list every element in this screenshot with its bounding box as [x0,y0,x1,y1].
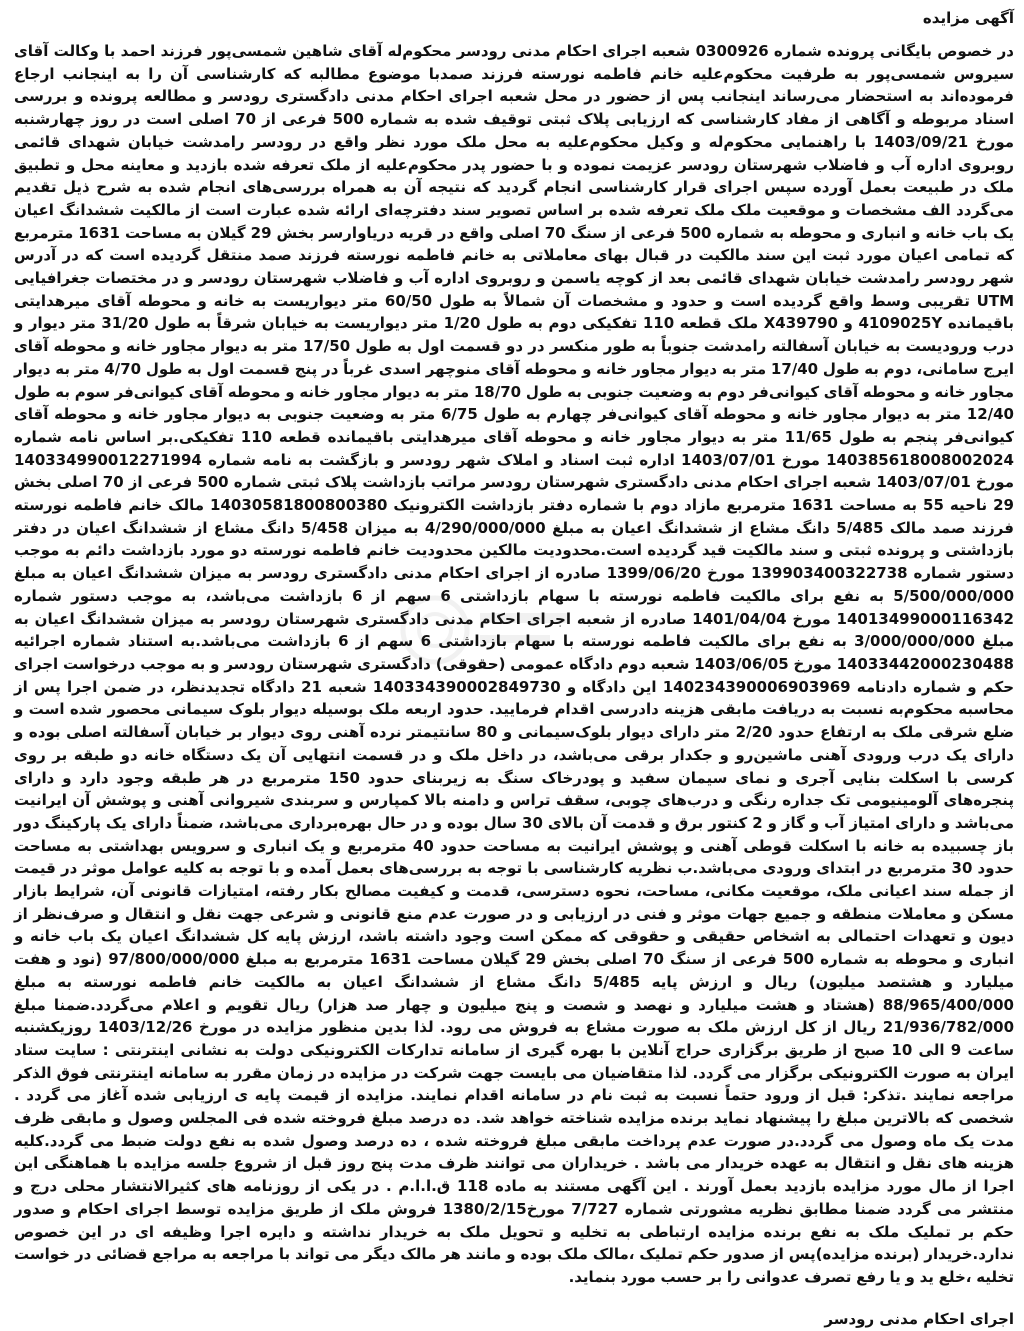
notice-title: آگهی مزایده [922,9,1014,27]
notice-body [14,40,1014,1289]
notice-signature: اجرای احکام مدنی رودسر [824,1309,1014,1328]
notice-paragraph: در خصوص بایگانی پرونده شماره 0300926 شعبه اجرای احکام مدنی رودسر محکوم‌له آقای شاهین شمسی‌پور فرزند احمد با وکالت آقای سیروس شمسی‌پور به طرفیت محکوم‌علیه خانم فاطمه نورسته فرزند صمد‌با موضوع مطالبه که کارشناسی آن را به اینجانب ارجاع فرموده‌اند به استحضار می‌رساند اینجانب پس از حضور در محل شعبه اجرای احکام مدنی دادگستری رودسر و مطالعه پرونده و بررسی اسناد مربوطه و آگاهی از مفاد کارشناسی که ارزیابی پلاک ثبتی توقیف شده به شماره 500 فرعی از 70 اصلی است در روز چهارشنبه مورخ 1403/09/21 با راهنمایی محکوم‌له و وکیل محکوم‌علیه به محل ملک مورد نظر واقع در رودسر رامدشت خیابان شهدای قائمی روبروی اداره آب و فاضلاب شهرستان رودسر عزیمت نموده و با حضور پدر محکوم‌علیه از ملک تعرفه شده بازدید و معاینه محل و تطبیق ملک در طبیعت بعمل آورده سپس اجرای قرار کارشناسی انجام گردید که نتیجه آن به همراه بررسی‌های انجام شده به شرح ذیل تقدیم می‌گردد الف مشخصات و موقعیت ملک ملک تعرفه شده بر اساس تصویر سند دفترچه‌ای ارائه شده عبارت است از مالکیت ششدانگ اعیان یک باب خانه و انباری و محوطه به شماره 500 فرعی از سنگ 70 اصلی واقع در قریه دریاوارسر بخش 29 گیلان به مساحت 1631 مترمربع که تمامی اعیان مورد ثبت این سند مالکیت در قبال بهای معاملاتی به خانم فاطمه نورسته فرزند صمد منتقل گردیده است که در آدرس شهر رودسر رامدشت خیابان شهدای قائمی بعد از کوچه یاسمن و روبروی اداره آب و فاضلاب شهرستان رودسر و در مختصات جغرافیایی UTM تقریبی وسط واقع گردیده است و حدود و مشخصات آن شمالاً به طول 60/50 متر دیواریست به خانه و محوطه آقای میرهدایتی باقیمانده 4109025Y و X439790 ملک قطعه 110 تفکیکی دوم به طول 1/20 متر دیواریست به خیابان شرقاً به طول 31/20 متر دیوار و درب ورودیست به خیابان آسفالته رامدشت جنوباً به طور منکسر در دو قسمت اول به طول 17/50 متر به دیوار مجاور خانه و محوطه آقای ایرج سامانی، دوم به طول 17/40 متر به دیوار مجاور خانه و محوطه آقای منوچهر اسدی غرباً در پنج قسمت اول به طول 4/70 متر به دیوار مجاور خانه و محوطه آقای کیوانی‌فر دوم به وضعیت جنوبی به طول 18/70 متر به دیوار مجاور خانه و محوطه آقای کیوانی‌فر سوم به طول 12/40 متر به دیوار مجاور خانه و محوطه آقای کیوانی‌فر چهارم به طول 6/75 متر به وضعیت جنوبی به دیوار مجاور خانه و محوطه آقای کیوانی‌فر پنجم به طول 11/65 متر به دیوار مجاور خانه و محوطه آقای میرهدایتی باقیمانده قطعه 110 تفکیکی.بر اساس نامه شماره 140385618008002024 مورخ 1403/07/01 اداره ثبت اسناد و املاک شهر رودسر و بازگشت به نامه شماره 140334990012271994 مورخ 1403/07/01 شعبه اجرای احکام مدنی دادگستری شهرستان رودسر مراتب بازداشت پلاک ثبتی شماره 500 فرعی از 70 اصلی بخش 29 ناحیه 55 به مساحت 1631 مترمربع مازاد دوم با شماره دفتر بازداشت الکترونیک 14030581800800380 مالک خانم فاطمه نورسته فرزند صمد مالک 5/485 دانگ مشاع از ششدانگ اعیان به مبلغ 4/290/000/000 به میزان 5/458 دانگ مشاع از ششدانگ اعیان در دفتر بازداشتی و پرونده ثبتی و سند مالکیت قید گردیده است.محدودیت مالکین محدودیت خانم فاطمه نورسته دو مورد بازداشت دائم به موجب دستور شماره 139903400322738 مورخ 1399/06/20 صادره از اجرای احکام مدنی دادگستری رودسر به میزان ششدانگ اعیان به مبلغ 5/500/000/000 به نفع برای مالکیت فاطمه نورسته با سهام بازداشتی 6 سهم از 6 بازداشت می‌باشد، به موجب دستور شماره 14013499000116342 مورخ 1401/04/04 صادره از شعبه اجرای احکام مدنی دادگستری شهرستان رودسر به میزان ششدانگ اعیان به مبلغ 3/000/000/000 به نفع برای مالکیت فاطمه نورسته با سهام بازداشتی 6 سهم از 6 بازداشت می‌باشد.به استناد شماره اجرائیه 14033442000230488 مورخ 1403/06/05 شعبه دوم دادگاه عمومی (حقوقی) دادگستری شهرستان رودسر و به موجب درخواست اجرای حکم و شماره دادنامه 140234390006903969 این دادگاه و 140334390002849730 شعبه 21 دادگاه تجدیدنظر، در ضمن اجرا پس از محاسبه محکوم‌به نسبت به دریافت مابقی هزینه دادرسی اقدام فرمایید. حدود اربعه ملک بوسیله دیوار بلوک سیمانی محصور شده است و ضلع شرقی ملک به ارتفاع حدود 2/20 متر دارای دیوار بلوک‌سیمانی و 80 سانتیمتر نرده آهنی روی دیوار بر خیابان آسفالته اصلی بوده و دارای یک درب ورودی آهنی ماشین‌رو و جکدار برقی می‌باشد، در داخل ملک و در قسمت انتهایی آن یک دستگاه خانه دو طبقه بر روی کرسی با اسکلت بنایی آجری و نمای سیمان سفید و پودرخاک سنگ به زیربنای حدود 150 مترمربع در هر طبقه وجود دارد و دارای پنجره‌های آلومینیومی تک جداره رنگی و درب‌های چوبی، سقف تراس و دامنه بالا کمپارس و سربندی شیروانی آهنی و پوشش آن ایرانیت می‌باشد و دارای امتیاز آب و گاز و 2 کنتور برق و قدمت آن بالای 30 سال بوده و در حال بهره‌برداری می‌باشد، ضمناً دارای یک پارکینگ دور باز چسبیده به خانه با اسکلت قوطی آهنی و پوشش ایرانیت به مساحت حدود 40 مترمربع و یک انباری و سرویس بهداشتی به مساحت حدود 30 مترمربع در ابتدای ورودی می‌باشد.ب نظریه کارشناسی با توجه به بررسی‌های بعمل آمده و با توجه به کلیه عوامل موثر در قیمت از جمله سند اعیانی ملک، موقعیت مکانی، مساحت، نحوه دسترسی، قدمت و کیفیت مصالح بکار رفته، امتیازات قانونی آن، شرایط بازار مسکن و معاملات منطقه و جمیع جهات موثر و فنی در ارزیابی و در صورت عدم منع قانونی و شرعی جهت نقل و انتقال و صرف‌نظر از دیون و تعهدات احتمالی به اشخاص حقیقی و حقوقی که ممکن است وجود داشته باشد، ارزش پایه کل ششدانگ اعیان یک باب خانه و انباری و محوطه به شماره 500 فرعی از سنگ 70 اصلی بخش 29 گیلان مساحت 1631 مترمربع به مبلغ 97/800/000/000 (نود و هفت میلیارد و هشتصد میلیون) ریال و ارزش پایه 5/485 دانگ مشاع از ششدانگ اعیان به مالکیت خانم فاطمه نورسته به مبلغ 88/965/400/000 (هشتاد و هشت میلیارد و نهصد و شصت و پنج میلیون و چهار صد هزار) ریال تقویم و اعلام می‌گردد.ضمنا مبلغ 21/936/782/000 ریال از کل ارزش ملک به صورت مشاع به فروش می رود. لذا بدین منظور مزایده در مورخ 1403/12/26 روزیکشنبه ساعت 9 الی 10 صبح از طریق برگزاری حراج آنلاین با بهره گیری از سامانه تدارکات الکترونیکی دولت به نشانی اینترنتی : سایت ستاد ایران به صورت الکترونیکی برگزار می گردد. لذا متقاضیان می بایست جهت شرکت در مزایده در زمان مقرر به سامانه اینترنتی فوق الذکر مراجعه نمایند .تذکر: قبل از ورود حتماً نسبت به ثبت نام در سامانه اقدام نمایند. مزایده از قیمت پایه ی ارزیابی شده آغاز می گردد . شخصی که بالاترین مبلغ را پیشنهاد نماید برنده مزایده شناخته خواهد شد. ده درصد مبلغ فروخته شده فی المجلس وصول و مابقی ظرف مدت یک ماه وصول می گردد.در صورت عدم پرداخت مابقی مبلغ فروخته شده ، ده درصد وصول شده به نفع دولت ضبط می گردد.کلیه هزینه های نقل و انتقال به عهده خریدار می باشد . خریداران می توانند ظرف مدت پنج روز قبل از شروع جلسه مزایده با هماهنگی این اجرا از مال مورد مزایده بازدید بعمل آورند . این آگهی مستند به ماده 118 ق.ا.ا.م . در یکی از روزنامه های کثیرالانتشار محلی درج و منتشر می گردد ضمنا مطابق نظریه مشورتی شماره 7/727 مورخ1380/2/15 فروش ملک از طریق مزایده توسط اجرای احکام و صدور حکم بر تملیک ملک به نفع برنده مزایده ارتباطی به تخلیه و تحویل ملک به خریدار نداشته و دایره اجرا وظیفه ای در این خصوص ندارد.خریدار (برنده مزایده)پس از صدور حکم تملیک ،مالک ملک بوده و مانند هر مالک دیگر می تواند با مراجعه به مراجع قضائی در خواست تخلیه ،خلع ید و یا رفع تصرف عدوانی را بر حسب مورد بنماید. [14,42,1015,1286]
